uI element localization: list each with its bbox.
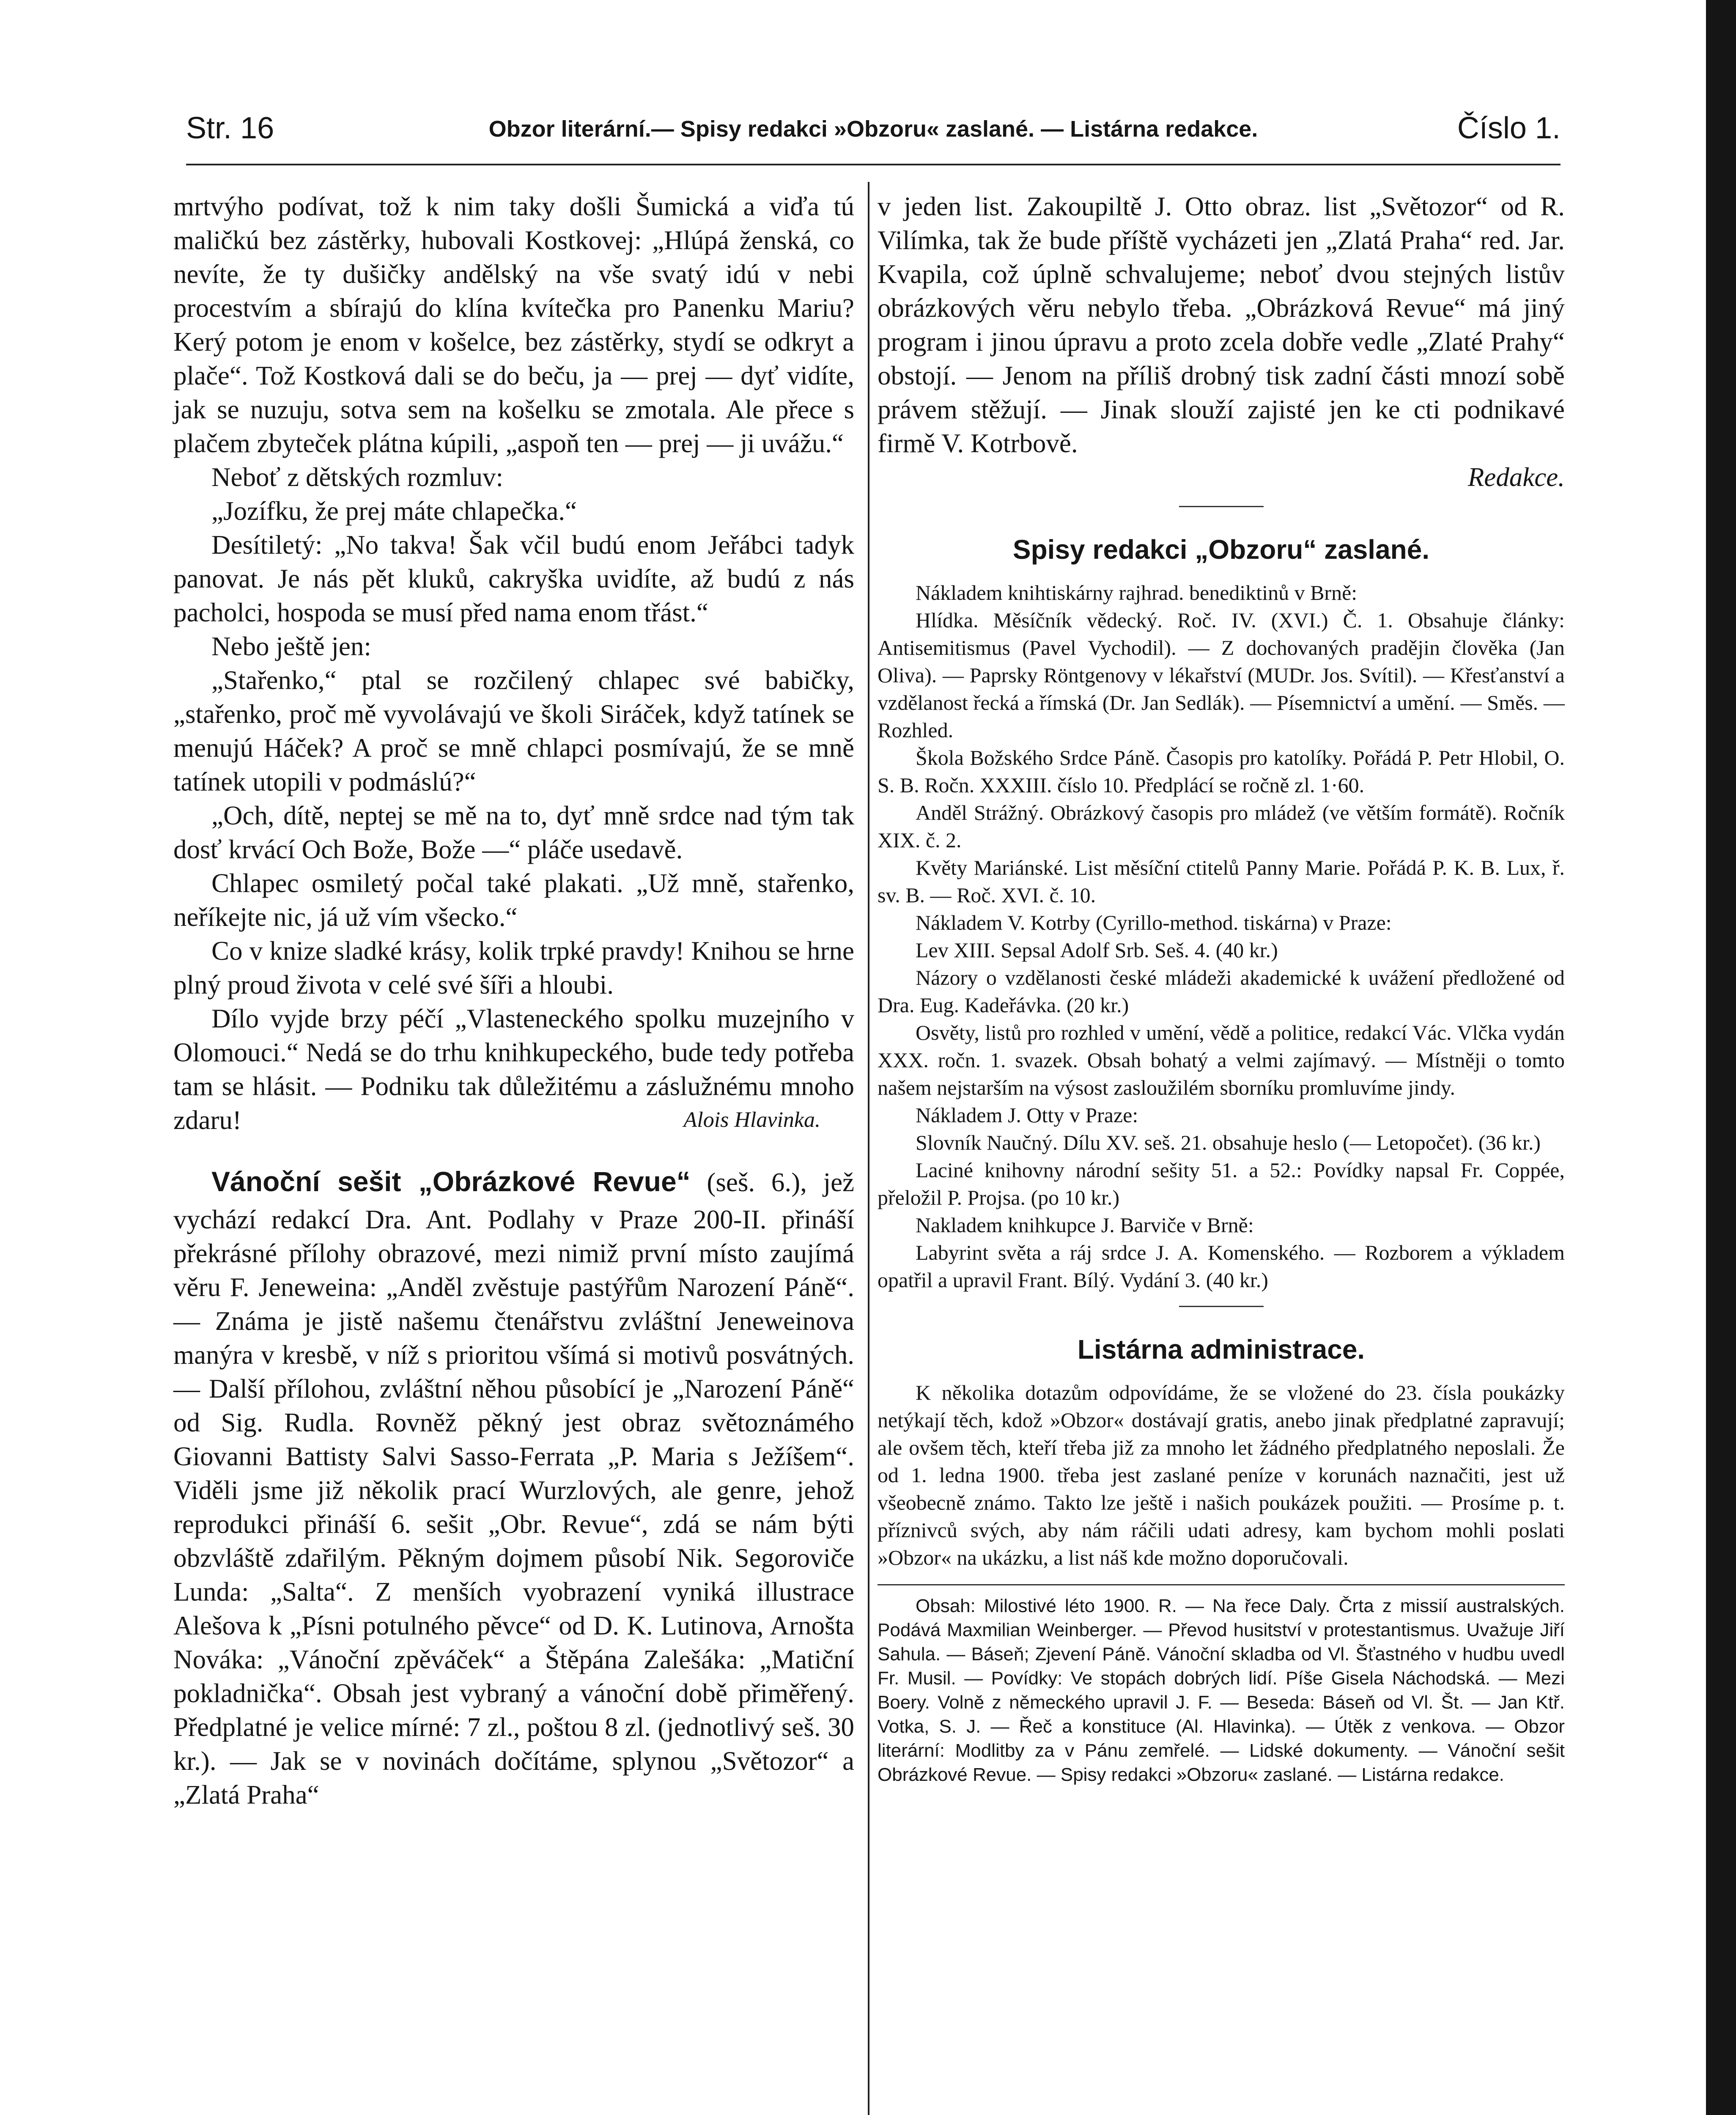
book-entry: Slovník Naučný. Dílu XV. seš. 21. obsahuje heslo (— Letopočet). (36 kr.) <box>916 1131 1541 1154</box>
spisy-list <box>878 579 1565 1294</box>
vanocni-article <box>173 1160 854 1812</box>
paragraph: Nebo ještě jen: <box>211 632 371 661</box>
section-divider <box>1179 506 1264 507</box>
vanocni-title: Vánoční sešit „Obrázkové Revue“ <box>211 1166 691 1197</box>
book-entry: Názory o vzdělanosti české mládeži akademické k uvážení předložené od Dra. Eug. Kadeřávka. (20 kr.) <box>878 966 1565 1017</box>
page-number: Str. 16 <box>186 111 274 145</box>
listarna-text: K několika dotazům odpovídáme, že se vložené do 23. čísla poukázky netýkají těch, kdož »Obzor« dostávají gratis, anebo jinak předplatné zapravují; ale ovšem těch, kteří třeba již za mnoho let žádného předplatného neposlali. Že od 1. ledna 1900. třeba jest zaslané peníze v korunách naznačiti, jest už všeobecně známo. Takto lze ještě i našich poukázek použiti. — Prosíme p. t. příznivců svých, aby nám ráčili udati adresy, kam bychom mohli poslati »Obzor« na ukázku, a list náš kde možno doporučovali. <box>878 1381 1565 1569</box>
header-title: Obzor literární.— Spisy redakci »Obzoru« zaslané. — Listárna redakce. <box>488 116 1258 142</box>
book-entry: Osvěty, listů pro rozhled v umění, vědě a politice, redakcí Vác. Vlčka vydán XXX. ročn. 1. svazek. Obsah bohatý a velmi zajímavý. — Místněji o tomto našem nejstarším na výsost zasloužilém sborníku promluvíme jindy. <box>878 1021 1565 1099</box>
paragraph: „Jozífku, že prej máte chlapečka.“ <box>211 496 577 526</box>
paragraph: Desítiletý: „No takva! Šak včil budú enom Jeřábci tadyk panovat. Je nás pět kluků, cakryška uvidíte, až budú z nás pacholci, hospoda se musí před nama enom třást.“ <box>173 530 854 627</box>
paragraph: mrtvýho podívat, tož k nim taky došli Šumická a viďa tú maličkú bez zástěrky, hubovali Kostkovej: „Hlúpá ženská, co nevíte, že ty dušičky andělský na vše svatý idú v nebi procestvím a sbírajú do klína kvítečka pro Panenku Mariu? Kerý potom je enom v košelce, bez zástěrky, stydí se odkryt a plače“. Tož Kostková dali se do beču, ja — prej — dyť vidíte, jak se nuzuju, sotva sem na košelku se zmotala. Ale přece s plačem zbyteček plátna kúpili, „aspoň ten — prej — ji uvážu.“ <box>173 192 854 458</box>
paragraph: Chlapec osmiletý počal také plakati. „Už mně, stařenko, neříkejte nic, já už vím všecko.“ <box>173 868 854 932</box>
left-column <box>173 190 854 1812</box>
listarna-heading: Listárna administrace. <box>1077 1334 1365 1365</box>
header-rule <box>186 164 1560 165</box>
publisher-line: Nákladem V. Kotrby (Cyrillo-method. tiskárna) v Praze: <box>916 911 1392 934</box>
redakce-signature: Redakce. <box>1467 462 1565 492</box>
scan-edge <box>1706 0 1736 2115</box>
right-column <box>878 190 1565 1787</box>
publisher-line: Nákladem knihtiskárny rajhrad. benediktinů v Brně: <box>916 581 1358 604</box>
contents-rule <box>878 1584 1565 1585</box>
paragraph: „Stařenko,“ ptal se rozčilený chlapec své babičky, „stařenko, proč mě vyvolávajú ve školi Siráček, když tatínek se menujú Háček? A proč se mně chlapci posmívajú, že se mně tatínek utopili v podmáslú?“ <box>173 665 854 797</box>
paragraph: „Och, dítě, neptej se mě na to, dyť mně srdce nad tým tak dosť krvácí Och Bože, Bože —“ pláče usedavě. <box>173 801 854 864</box>
book-entry: Labyrint světa a ráj srdce J. A. Komenského. — Rozborem a výkladem opatřil a upravil Frant. Bílý. Vydání 3. (40 kr.) <box>878 1241 1565 1292</box>
book-entry: Laciné knihovny národní sešity 51. a 52.: Povídky napsal Fr. Coppée, přeložil P. Projsa. (po 10 kr.) <box>878 1158 1565 1209</box>
issue-number: Číslo 1. <box>1457 111 1560 145</box>
paragraph: Co v knize sladké krásy, kolik trpké pravdy! Knihou se hrne plný proud života v celé své šíři a hloubi. <box>173 936 854 1000</box>
publisher-line: Nakladem knihkupce J. Barviče v Brně: <box>916 1213 1254 1237</box>
book-entry: Hlídka. Měsíčník vědecký. Roč. IV. (XVI.) Č. 1. Obsahuje články: Antisemitismus (Pavel Vychodil). — Z dochovaných pradějin člověka (Jan Oliva). — Paprsky Röntgenovy v lékařství (MUDr. Jos. Svítil). — Křesťanství a vzdělanost řecká a římská (Dr. Jan Sedlák). — Písemnictví a umění. — Směs. — Rozhled. <box>878 608 1565 742</box>
spisy-heading: Spisy redakci „Obzoru“ zaslané. <box>1012 534 1430 565</box>
book-entry: Lev XIII. Sepsal Adolf Srb. Seš. 4. (40 kr.) <box>916 938 1278 962</box>
book-entry: Květy Mariánské. List měsíční ctitelů Panny Marie. Pořádá P. K. B. Lux, ř. sv. B. — Roč. XVI. č. 10. <box>878 856 1565 907</box>
issue-contents: Obsah: Milostivé léto 1900. R. — Na řece Daly. Črta z missií australských. Podává Maxmilian Weinberger. — Převod husitství v protestantismus. Uvažuje Jiří Sahula. — Báseň; Zjevení Páně. Vánoční skladba od Vl. Šťastného v hudbu uvedl Fr. Musil. — Povídky: Ve stopách dobrých lidí. Píše Gisela Náchodská. — Mezi Boery. Volně z německého upravil J. F. — Beseda: Báseň od Vl. Št. — Jan Ktř. Votka, S. J. — Řeč a konstituce (Al. Hlavinka). — Útěk z venkova. — Obzor literární: Modlitby za v Pánu zemřelé. — Lidské dokumenty. — Vánoční sešit Obrázkové Revue. — Spisy redakci »Obzoru« zaslané. — Listárna redakce. <box>878 1596 1565 1785</box>
vanocni-text: (seš. 6.), jež vychází redakcí Dra. Ant. Podlahy v Praze 200-II. přináší překrásné přílohy obrazové, mezi nimiž první místo zaujímá věru F. Jeneweina: „Anděl zvěstuje pastýřům Narození Páně“. — Známa je jistě našemu čtenářstvu zvláštní Jeneweinova manýra v kresbě, v níž s prioritou všímá si motivů posvátných. — Další přílohou, zvláštní něhou působící je „Narození Páně“ od Sig. Rudla. Rovněž pěkný jest obraz světoznámého Giovanni Battisty Salvi Sasso-Ferrata „P. Maria s Ježíšem“. Viděli jsme již několik prací Wurzlových, ale genre, jehož reprodukci přináší 6. sešit „Obr. Revue“, zdá se nám býti obzvláště zdařilým. Pěkným dojmem působí Nik. Segoroviče Lunda: „Salta“. Z menších vyobrazení vyniká illustrace Alešova k „Písni potulného pěvce“ od D. K. Lutinova, Arnošta Nováka: „Vánoční zpěváček“ a Štěpána Zalešáka: „Matiční pokladnička“. Obsah jest vybraný a vánoční době přiměřený. Předplatné je velice mírné: 7 zl., poštou 8 zl. (jednotlivý seš. 30 kr.). — Jak se v novinách dočítáme, splynou „Světozor“ a „Zlatá Praha“ <box>173 1167 854 1810</box>
book-entry: Anděl Strážný. Obrázkový časopis pro mládež (ve větším formátě). Ročník XIX. č. 2. <box>878 801 1565 852</box>
paragraph: Neboť z dětských rozmluv: <box>211 462 503 492</box>
author-signature: Alois Hlavinka. <box>683 1108 820 1132</box>
page-header <box>186 111 1560 157</box>
column-divider <box>868 182 869 2115</box>
paragraph: Dílo vyjde brzy péčí „Vlasteneckého spolku muzejního v Olomouci.“ Nedá se do trhu knihkupeckého, bude tedy potřeba tam se hlásit. — Podniku tak důležitému a záslužnému mnoho zdaru! <box>173 1004 854 1135</box>
publisher-line: Nákladem J. Otty v Praze: <box>916 1103 1138 1127</box>
paragraph: v jeden list. Zakoupiltě J. Otto obraz. list „Světozor“ od R. Vilímka, tak že bude příště vycházeti jen „Zlatá Praha“ red. Jar. Kvapila, což úplně schvalujeme; neboť dvou stejných listův obrázkových věru nebylo třeba. „Obrázková Revue“ má jiný program i jinou úpravu a proto zcela dobře vedle „Zlaté Prahy“ obstojí. — Jenom na příliš drobný tisk zadní části mnozí sobě právem stěžují. — Jinak slouží zajisté jen ke cti podnikavé firmě V. Kotrbově. <box>878 192 1565 458</box>
section-divider <box>1179 1306 1264 1307</box>
book-entry: Škola Božského Srdce Páně. Časopis pro katolíky. Pořádá P. Petr Hlobil, O. S. B. Ročn. XXXIII. číslo 10. Předplácí se ročně zl. 1·60. <box>878 746 1565 797</box>
